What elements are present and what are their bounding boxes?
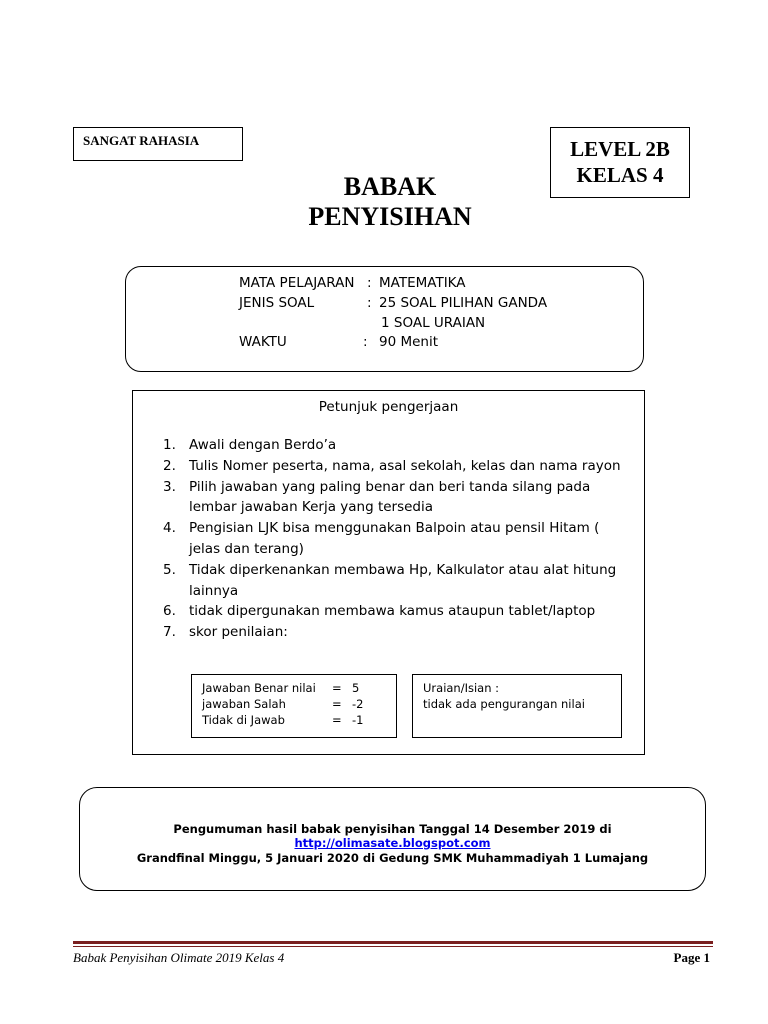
score-label: jawaban Salah [202, 697, 286, 711]
announcement-box [79, 787, 706, 891]
instructions-box [132, 390, 645, 755]
instruction-item [163, 622, 633, 643]
title-line-2: PENYISIHAN [308, 202, 472, 231]
instruction-text: skor penilaian: [189, 624, 288, 641]
score-value: -2 [352, 697, 364, 711]
scoring-table [191, 674, 397, 738]
instruction-text: Tulis Nomer peserta, nama, asal sekolah, kelas dan nama rayon [189, 457, 621, 474]
instruction-number: 5. [163, 561, 176, 578]
info-row-essay-count [239, 315, 485, 331]
announcement-line-1 [80, 822, 705, 850]
instruction-item [163, 456, 633, 477]
score-value: -1 [352, 713, 364, 727]
info-row-time [239, 334, 438, 350]
info-value: 1 SOAL URAIAN [381, 315, 486, 331]
level-box [550, 127, 690, 198]
instruction-item [163, 435, 633, 456]
instruction-number: 2. [163, 457, 176, 474]
info-value: 25 SOAL PILIHAN GANDA [379, 295, 548, 311]
info-label: MATA PELAJARAN [239, 275, 355, 291]
score-equals: = [332, 713, 342, 727]
info-value: MATEMATIKA [379, 275, 466, 291]
essay-scoring-box [412, 674, 622, 738]
instruction-item [163, 518, 633, 560]
footer-title: Babak Penyisihan Olimate 2019 Kelas 4 [73, 950, 285, 965]
instructions-title: Petunjuk pengerjaan [318, 399, 459, 415]
instruction-item [163, 477, 633, 519]
class-label: KELAS 4 [576, 163, 664, 187]
info-label: JENIS SOAL [239, 295, 315, 311]
info-separator: : [363, 334, 368, 350]
instructions-list [163, 435, 633, 643]
info-row-subject [239, 275, 466, 291]
announcement-line-2: Grandfinal Minggu, 5 Januari 2020 di Gedung SMK Muhammadiyah 1 Lumajang [136, 851, 649, 865]
instruction-text: Awali dengan Berdo’a [189, 437, 337, 453]
essay-title: Uraian/Isian : [423, 681, 500, 695]
score-row-correct [202, 680, 396, 696]
info-row-question-type [239, 295, 547, 311]
score-row-wrong [202, 696, 396, 712]
info-separator: : [367, 275, 372, 291]
instruction-item [163, 601, 633, 622]
confidential-label: SANGAT RAHASIA [83, 133, 200, 148]
footer-divider-thin [73, 946, 713, 947]
score-value: 5 [352, 681, 360, 695]
instruction-number: 1. [163, 437, 176, 453]
score-label: Jawaban Benar nilai [202, 681, 316, 695]
essay-note: tidak ada pengurangan nilai [423, 697, 585, 711]
instruction-number: 3. [163, 478, 176, 495]
instruction-number: 7. [163, 624, 176, 641]
instruction-item [163, 560, 633, 602]
page-number: Page 1 [673, 950, 710, 965]
info-label: WAKTU [239, 334, 287, 350]
score-label: Tidak di Jawab [202, 713, 285, 727]
score-equals: = [332, 681, 342, 695]
info-separator: : [367, 295, 372, 311]
info-value: 90 Menit [379, 334, 439, 350]
subject-info-box [125, 266, 644, 372]
instruction-text: Tidak diperkenankan membawa Hp, Kalkulator atau alat hitung lainnya [189, 561, 617, 599]
instruction-text: Pilih jawaban yang paling benar dan beri tanda silang pada lembar jawaban Kerja yang tersedia [189, 478, 591, 516]
score-equals: = [332, 697, 342, 711]
confidential-label-box [73, 127, 243, 161]
announcement-text: Pengumuman hasil babak penyisihan Tanggal 14 Desember 2019 di [173, 822, 612, 836]
title-line-1: BABAK [343, 172, 437, 201]
instruction-number: 4. [163, 520, 176, 537]
footer-divider [73, 941, 713, 944]
score-row-unanswered [202, 712, 396, 728]
announcement-link[interactable]: http://olimasate.blogspot.com [294, 836, 491, 850]
level-label: LEVEL 2B [570, 137, 670, 161]
instruction-text: Pengisian LJK bisa menggunakan Balpoin atau pensil Hitam ( jelas dan terang) [189, 520, 600, 557]
page-title [240, 172, 540, 232]
instruction-text: tidak dipergunakan membawa kamus ataupun tablet/laptop [189, 603, 596, 620]
instruction-number: 6. [163, 603, 176, 620]
